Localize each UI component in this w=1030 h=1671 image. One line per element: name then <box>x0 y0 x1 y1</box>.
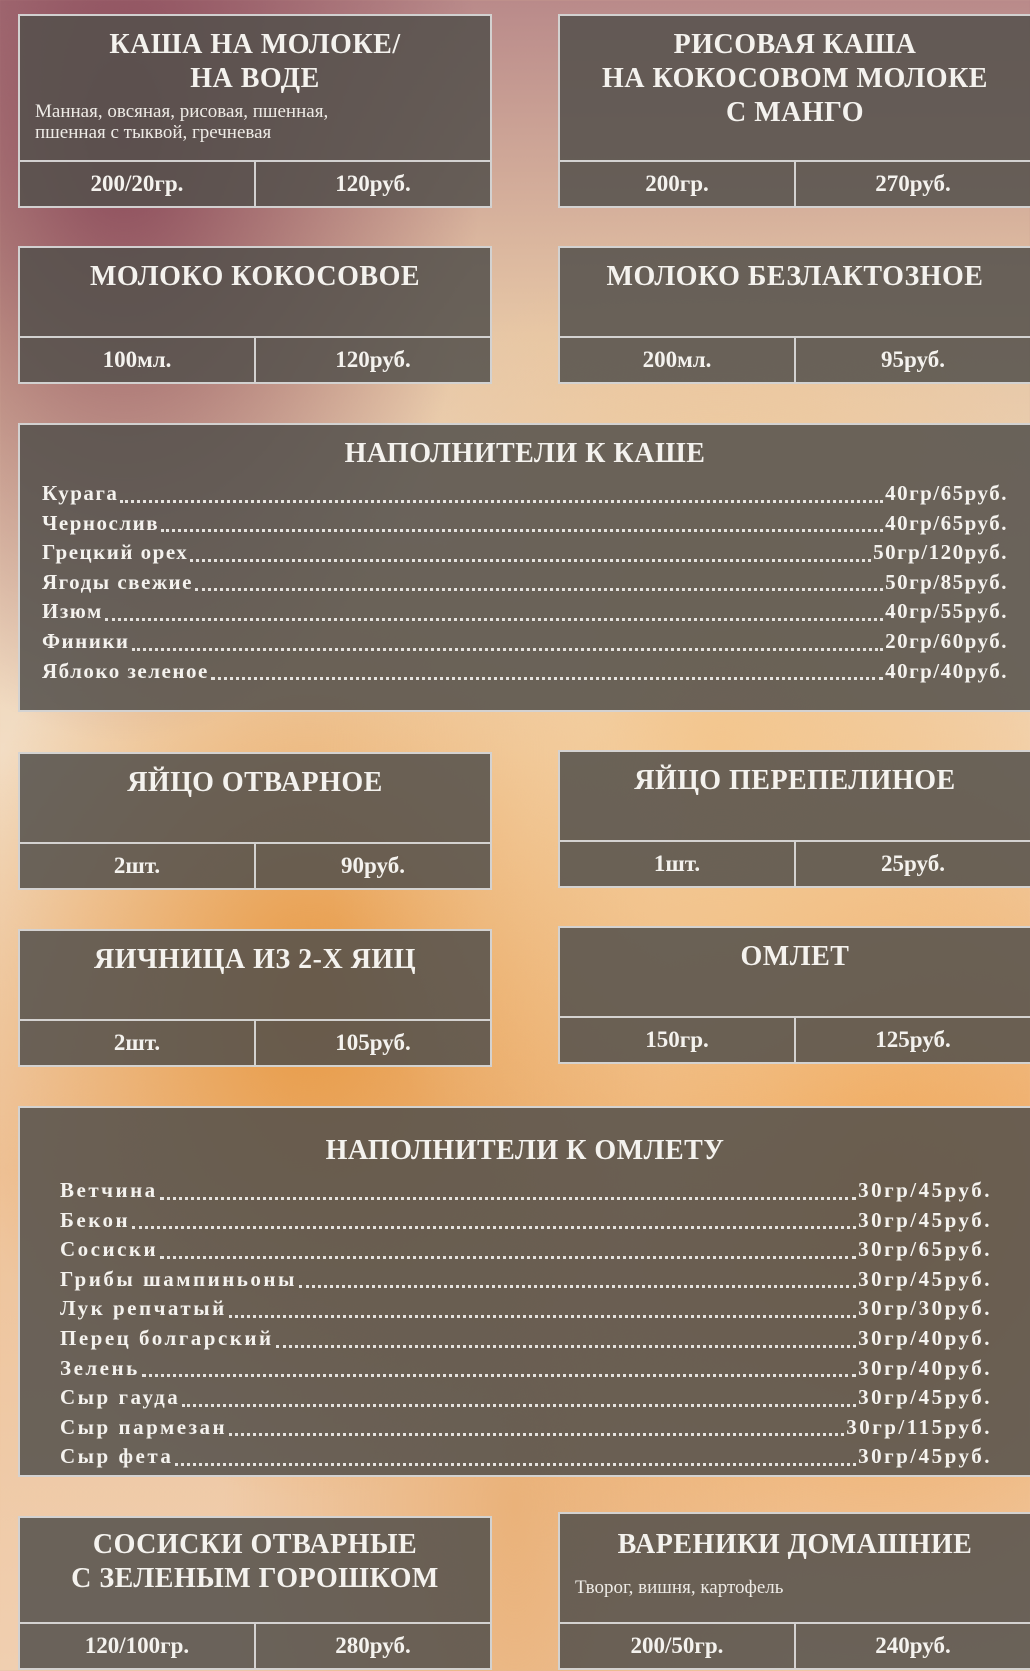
card-title <box>20 1528 490 1596</box>
filling-row <box>60 1265 992 1295</box>
omelet-fillings-panel <box>18 1106 1030 1477</box>
filling-row <box>60 1324 992 1354</box>
card-sausages <box>18 1516 492 1670</box>
filling-value: 50гр/85руб. <box>885 569 1008 594</box>
filling-value: 30гр/45руб. <box>858 1385 992 1410</box>
filling-name: Перец болгарский <box>60 1325 274 1350</box>
filling-value: 30гр/115руб. <box>846 1414 992 1439</box>
panel-title: НАПОЛНИТЕЛИ К ОМЛЕТУ <box>325 1135 725 1166</box>
filling-row <box>42 597 1008 627</box>
filling-value: 40гр/40руб. <box>885 658 1008 683</box>
filling-row <box>42 627 1008 657</box>
omelet-fillings-list <box>60 1176 992 1472</box>
filling-value: 30гр/45руб. <box>858 1444 992 1469</box>
dot-leader <box>229 1315 856 1318</box>
card-rice-coconut <box>558 14 1030 208</box>
filling-value: 20гр/60руб. <box>885 628 1008 653</box>
price: 105руб. <box>254 1021 490 1065</box>
price: 120руб. <box>254 162 490 206</box>
filling-row <box>42 657 1008 687</box>
card-footer <box>20 1622 490 1668</box>
dot-leader <box>160 1256 856 1259</box>
dot-leader <box>190 559 871 562</box>
price: 25руб. <box>794 842 1030 886</box>
portion: 200/20гр. <box>90 171 184 196</box>
card-footer <box>560 1016 1030 1062</box>
price: 240руб. <box>794 1624 1030 1668</box>
dot-leader <box>175 1463 856 1466</box>
filling-row <box>42 538 1008 568</box>
dot-leader <box>120 500 883 503</box>
card-title <box>560 28 1030 130</box>
card-boiled-egg <box>18 752 492 890</box>
title-line: НА ВОДЕ <box>190 63 320 94</box>
dot-leader <box>142 1374 856 1377</box>
price: 125руб. <box>794 1018 1030 1062</box>
filling-value: 40гр/55руб. <box>885 599 1008 624</box>
portion: 2шт. <box>113 853 161 878</box>
filling-name: Ветчина <box>60 1178 158 1202</box>
card-fried-eggs <box>18 929 492 1067</box>
dot-leader <box>211 677 883 680</box>
title-line: С МАНГО <box>725 97 865 128</box>
filling-row <box>60 1176 992 1206</box>
description-line: пшенная с тыквой, гречневая <box>35 122 272 143</box>
title-line: НА КОКОСОВОМ МОЛОКЕ <box>602 63 988 94</box>
filling-name: Финики <box>42 628 130 653</box>
portion: 1шт. <box>653 851 701 876</box>
card-footer <box>20 160 490 206</box>
card-title: МОЛОКО КОКОСОВОЕ <box>89 261 421 292</box>
card-title: ЯЙЦО ПЕРЕПЕЛИНОЕ <box>634 765 956 796</box>
dot-leader <box>161 529 883 532</box>
filling-value: 30гр/45руб. <box>858 1266 992 1291</box>
filling-row <box>60 1206 992 1236</box>
card-title <box>20 28 490 96</box>
card-title: ОМЛЕТ <box>740 941 850 972</box>
card-description: Творог, вишня, картофель <box>575 1577 784 1598</box>
portion: 200/50гр. <box>630 1633 724 1658</box>
filling-value: 30гр/45руб. <box>858 1207 992 1232</box>
card-footer <box>20 336 490 382</box>
card-footer <box>560 840 1030 886</box>
dot-leader <box>276 1345 856 1348</box>
filling-row <box>60 1294 992 1324</box>
card-coconut-milk <box>18 246 492 384</box>
card-lactose-free-milk <box>558 246 1030 384</box>
filling-name: Курага <box>42 481 119 505</box>
title-line: С ЗЕЛЕНЫМ ГОРОШКОМ <box>71 1563 439 1594</box>
description-line: Манная, овсяная, рисовая, пшенная, <box>35 101 329 122</box>
dot-leader <box>160 1197 856 1200</box>
filling-row <box>60 1235 992 1265</box>
portion: 100мл. <box>102 347 172 372</box>
panel-title: НАПОЛНИТЕЛИ К КАШЕ <box>344 438 706 469</box>
price: 90руб. <box>254 844 490 888</box>
filling-value: 30гр/45руб. <box>858 1178 992 1202</box>
filling-name: Изюм <box>42 599 103 624</box>
filling-row <box>60 1413 992 1443</box>
dot-leader <box>182 1404 856 1407</box>
filling-value: 30гр/30руб. <box>858 1296 992 1321</box>
dot-leader <box>299 1285 856 1288</box>
card-footer <box>560 336 1030 382</box>
card-title: ВАРЕНИКИ ДОМАШНИЕ <box>617 1529 973 1560</box>
filling-value: 40гр/65руб. <box>885 510 1008 535</box>
card-footer <box>20 842 490 888</box>
title-line: СОСИСКИ ОТВАРНЫЕ <box>92 1529 418 1560</box>
portion: 150гр. <box>645 1027 709 1052</box>
dot-leader <box>195 588 883 591</box>
card-title: МОЛОКО БЕЗЛАКТОЗНОЕ <box>606 261 984 292</box>
title-line: РИСОВАЯ КАША <box>673 29 917 60</box>
card-title: ЯИЧНИЦА ИЗ 2-Х ЯИЦ <box>94 944 416 975</box>
filling-row <box>60 1354 992 1384</box>
filling-row <box>60 1383 992 1413</box>
filling-name: Сыр пармезан <box>60 1414 228 1439</box>
filling-name: Ягоды свежие <box>42 569 193 594</box>
filling-name: Сыр фета <box>60 1444 174 1469</box>
card-kasha <box>18 14 492 208</box>
filling-row <box>42 509 1008 539</box>
title-line: КАША НА МОЛОКЕ/ <box>109 29 401 60</box>
price: 120руб. <box>254 338 490 382</box>
filling-value: 30гр/40руб. <box>858 1325 992 1350</box>
portion: 200мл. <box>642 347 712 372</box>
filling-name: Лук репчатый <box>60 1296 227 1321</box>
filling-name: Грибы шампиньоны <box>60 1266 297 1291</box>
price: 280руб. <box>254 1624 490 1668</box>
price: 95руб. <box>794 338 1030 382</box>
kasha-fillings-list <box>42 479 1008 686</box>
card-title: ЯЙЦО ОТВАРНОЕ <box>127 767 383 798</box>
filling-value: 50гр/120руб. <box>873 540 1008 565</box>
filling-row <box>42 568 1008 598</box>
filling-row <box>60 1442 992 1472</box>
dot-leader <box>229 1433 844 1436</box>
card-footer <box>560 160 1030 206</box>
dot-leader <box>105 618 883 621</box>
filling-name: Яблоко зеленое <box>42 658 209 683</box>
price: 270руб. <box>794 162 1030 206</box>
filling-name: Сыр гауда <box>60 1385 181 1410</box>
portion: 2шт. <box>113 1030 161 1055</box>
card-quail-egg <box>558 750 1030 888</box>
filling-name: Грецкий орех <box>42 540 189 565</box>
card-description <box>35 101 328 143</box>
dot-leader <box>132 1226 856 1229</box>
card-vareniki <box>558 1512 1030 1670</box>
card-footer <box>20 1019 490 1065</box>
portion: 200гр. <box>645 171 709 196</box>
dot-leader <box>132 648 884 651</box>
card-omelet <box>558 926 1030 1064</box>
filling-name: Бекон <box>60 1207 131 1232</box>
card-footer <box>560 1622 1030 1668</box>
filling-row <box>42 479 1008 509</box>
filling-name: Чернослив <box>42 510 160 535</box>
filling-name: Сосиски <box>60 1237 159 1262</box>
kasha-fillings-panel <box>18 423 1030 712</box>
filling-value: 30гр/65руб. <box>858 1237 992 1262</box>
filling-name: Зелень <box>60 1355 140 1380</box>
filling-value: 30гр/40руб. <box>858 1355 992 1380</box>
filling-value: 40гр/65руб. <box>885 481 1008 505</box>
portion: 120/100гр. <box>84 1633 190 1658</box>
